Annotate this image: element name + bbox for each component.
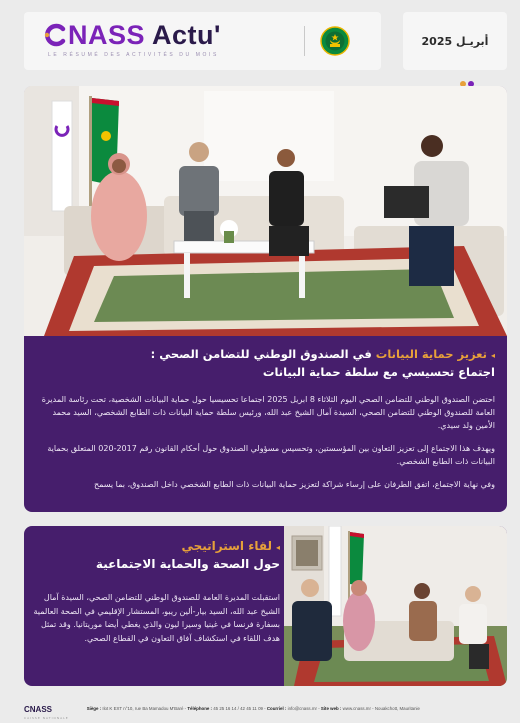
footer-contact <box>87 706 420 711</box>
siege-address: Ilot K EXT n°10, rue Ba Mamadou M'Baré - <box>102 705 187 711</box>
tel-number: 45 25 16 14 / 42 45 11 09 - <box>213 705 266 711</box>
logo-wordmark <box>68 21 221 49</box>
footer-logo <box>24 697 69 720</box>
web-link[interactable]: www.cnass.mr - Nouakchott, Mauritanie <box>342 705 420 711</box>
article2-subtitle: حول الصحة والحماية الاجتماعية <box>95 557 280 571</box>
web-label: Site web : <box>320 705 342 711</box>
mauritania-emblem-icon <box>320 26 350 56</box>
bullet-arrow-icon: ◂ <box>275 543 280 552</box>
logo-actu: Actu' <box>152 20 221 50</box>
article2-title-text: لقاء استراتيجي <box>181 539 272 553</box>
article1-paragraph: وفي نهاية الاجتماع، اتفق الطرفان على إرساء شراكة لتعزيز حماية البيانات ذات الطابع الشخصي داخل الصندوق، بما يسمح <box>93 480 495 489</box>
tel-label: Téléphone : <box>187 705 212 711</box>
article2-title <box>30 538 280 556</box>
mail-address[interactable]: info@cnass.mr - <box>287 705 320 711</box>
cnass-logo-icon <box>44 23 68 47</box>
bullet-arrow-icon: ◂ <box>490 351 495 360</box>
article-data-protection <box>24 86 507 512</box>
article1-title-rest: في الصندوق الوطني للتضامن الصحي : <box>150 347 372 361</box>
article1-subtitle: اجتماع تحسيسي مع سلطة حماية البيانات <box>262 365 495 379</box>
date-box <box>403 12 507 70</box>
meeting-photo <box>24 86 507 336</box>
article1-title <box>36 346 495 364</box>
footer <box>24 700 507 720</box>
article2-body <box>30 538 280 645</box>
siege-label: Siège : <box>86 705 102 711</box>
issue-date: أبريـل 2025 <box>421 34 489 48</box>
footer-logo-text: CNASS <box>24 704 53 714</box>
meeting-photo-2 <box>284 526 507 686</box>
article1-body <box>24 336 507 501</box>
logo-nass: NASS <box>68 20 146 50</box>
article-strategic-meeting <box>24 526 507 686</box>
cnass-actu-logo <box>44 21 221 49</box>
article2-paragraph: استقبلت المديرة العامة للصندوق الوطني للتضامن الصحي، السيدة آمال الشيخ عبد الله، السيد بيار-ألين ريبو، المستشار الإقليمي في الصحة العالمية بسفارة فرنسا في غينيا وسيرا ليون والذي يغطي أيضا موريتانيا. وقد تمثل هدف اللقاء في استكشاف آفاق التعاون في القطاع الصحي. <box>33 593 280 643</box>
header-divider <box>304 26 305 56</box>
article1-paragraph: ويهدف هذا الاجتماع إلى تعزيز التعاون بين المؤسستين، وتحسيس مسؤولي الصندوق حول أحكام القانون رقم 2017-020 المتعلق بحماية البيانات ذات الطابع الشخصي. <box>47 444 495 466</box>
header-banner <box>24 12 381 70</box>
article1-title-highlight: تعزيز حماية البيانات <box>375 347 487 361</box>
footer-logo-sub: CAISSE NATIONALE <box>24 715 69 720</box>
mail-label: Courriel : <box>266 705 287 711</box>
article1-paragraph: احتضن الصندوق الوطني للتضامن الصحي اليوم الثلاثاء 8 ابريل 2025 اجتماعا تحسيسيا حول حماية البيانات الشخصية، تحت رئاسة المديرة العامة للصندوق الوطني للتضامن الصحي، السيدة آمال الشيخ عبد الله، ورئيس سلطة حماية البيانات ذات الطابع الشخصي، السيد محمد الأمين ولد سيدي. <box>41 395 495 430</box>
tagline: LE RÉSUMÉ DES ACTIVITÉS DU MOIS <box>48 52 219 58</box>
